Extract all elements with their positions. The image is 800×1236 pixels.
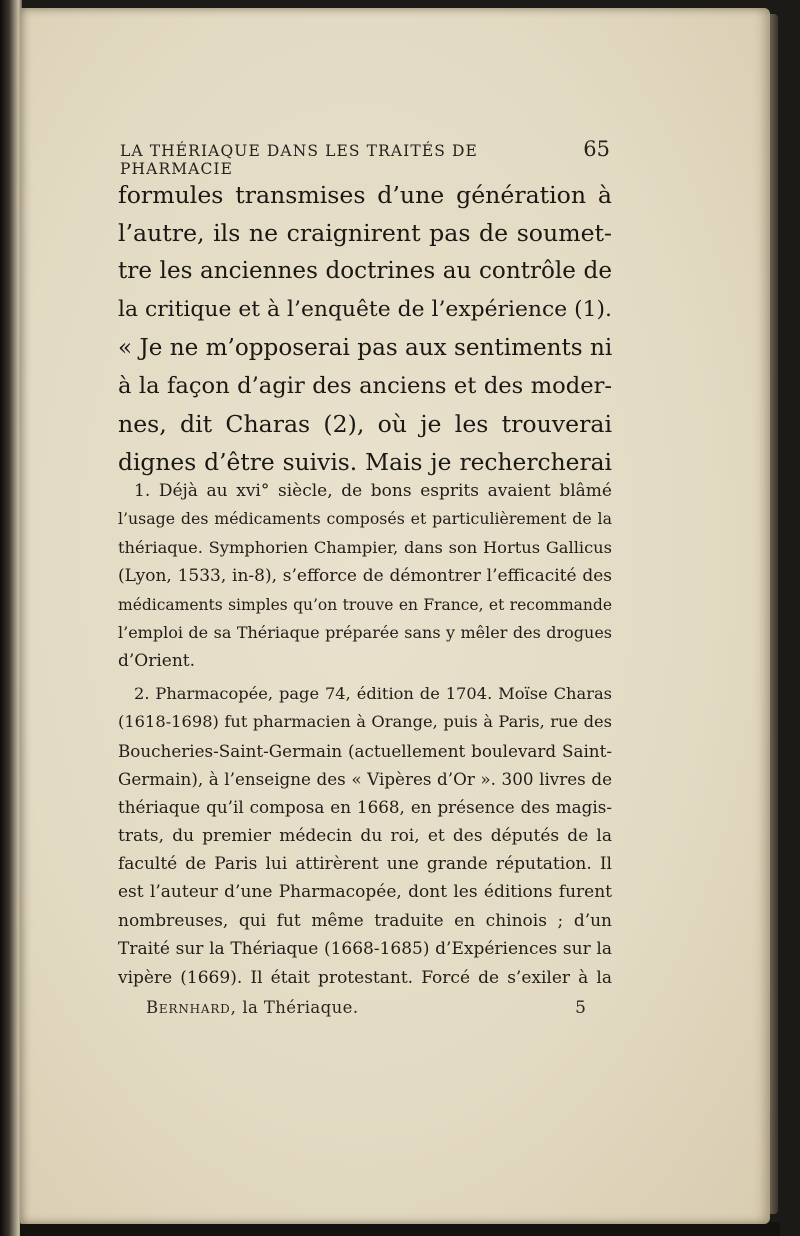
footnote-1-line: d’Orient. [118, 651, 196, 672]
signature-mark: 5 [575, 998, 586, 1018]
body-line: formules transmises d’une génération à [118, 181, 612, 209]
body-line: tre les anciennes doctrines au contrôle de [118, 258, 612, 285]
body-line: à la façon d’agir des anciens et des moder- [118, 372, 612, 399]
body-line: l’autre, ils ne craignirent pas de soumet- [118, 219, 612, 248]
footnote-2-line: (1618-1698) fut pharmacien à Orange, puis à Paris, rue des [118, 712, 612, 732]
body-line: « Je ne m’opposerai pas aux sentiments ni [118, 334, 613, 361]
footnote-1-line: (Lyon, 1533, in-8), s’efforce de démontrer l’efficacité des [118, 566, 612, 587]
signature-text [146, 998, 358, 1017]
footnote-2-line: thériaque qu’il composa en 1668, en présence des magis- [118, 797, 612, 818]
page-bottom-shadow [20, 1222, 780, 1236]
footnote-1-line: l’emploi de sa Thériaque préparée sans y mêler des drogues [118, 622, 612, 642]
footnote-2-line: est l’auteur d’une Pharmacopée, dont les éditions furent [118, 882, 612, 903]
footnote-2-line: Traité sur la Thériaque (1668-1685) d’Expériences sur la [118, 939, 612, 960]
footnote-2-line: faculté de Paris lui attirèrent une grande réputation. Il [118, 854, 612, 875]
signature-title: la Thériaque. [242, 998, 359, 1017]
footnote-2-line: Boucheries-Saint-Germain (actuellement boulevard Saint- [118, 740, 612, 761]
signature-line [146, 998, 586, 1018]
footnote-1-line: l’usage des médicaments composés et particulièrement de la [118, 509, 612, 529]
footnotes [118, 477, 612, 992]
footnote-2-line: vipère (1669). Il était protestant. Forcé de s’exiler à la [118, 967, 612, 988]
page-number: 65 [583, 137, 610, 161]
running-head-title: LA THÉRIAQUE DANS LES TRAITÉS DE PHARMACIE [120, 142, 478, 178]
footnote-1-line: thériaque. Symphorien Champier, dans son Hortus Gallicus [118, 537, 612, 557]
body-line: dignes d’être suivis. Mais je rechercherai [118, 448, 612, 477]
body-text [118, 176, 612, 482]
signature-author: Bernhard, [146, 998, 237, 1017]
footnote-1-line: médicaments simples qu’on trouve en France, et recommande [118, 595, 612, 614]
footnote-1-line: 1. Déjà au xvi° siècle, de bons esprits avaient blâmé [134, 481, 612, 501]
footnote-2-line: nombreuses, qui fut même traduite en chinois ; d’un [118, 910, 612, 931]
body-line: nes, dit Charas (2), où je les trouverai [118, 410, 612, 439]
running-head [120, 137, 610, 178]
footnote-2-line: Germain), à l’enseigne des « Vipères d’Or ». 300 livres de [118, 768, 612, 789]
body-line: la critique et à l’enquête de l’expérience (1). [118, 296, 612, 322]
footnote-2-line: trats, du premier médecin du roi, et des députés de la [118, 825, 612, 846]
book-spine [0, 0, 22, 1236]
footnote-2-line: 2. Pharmacopée, page 74, édition de 1704. Moïse Charas [134, 683, 612, 703]
